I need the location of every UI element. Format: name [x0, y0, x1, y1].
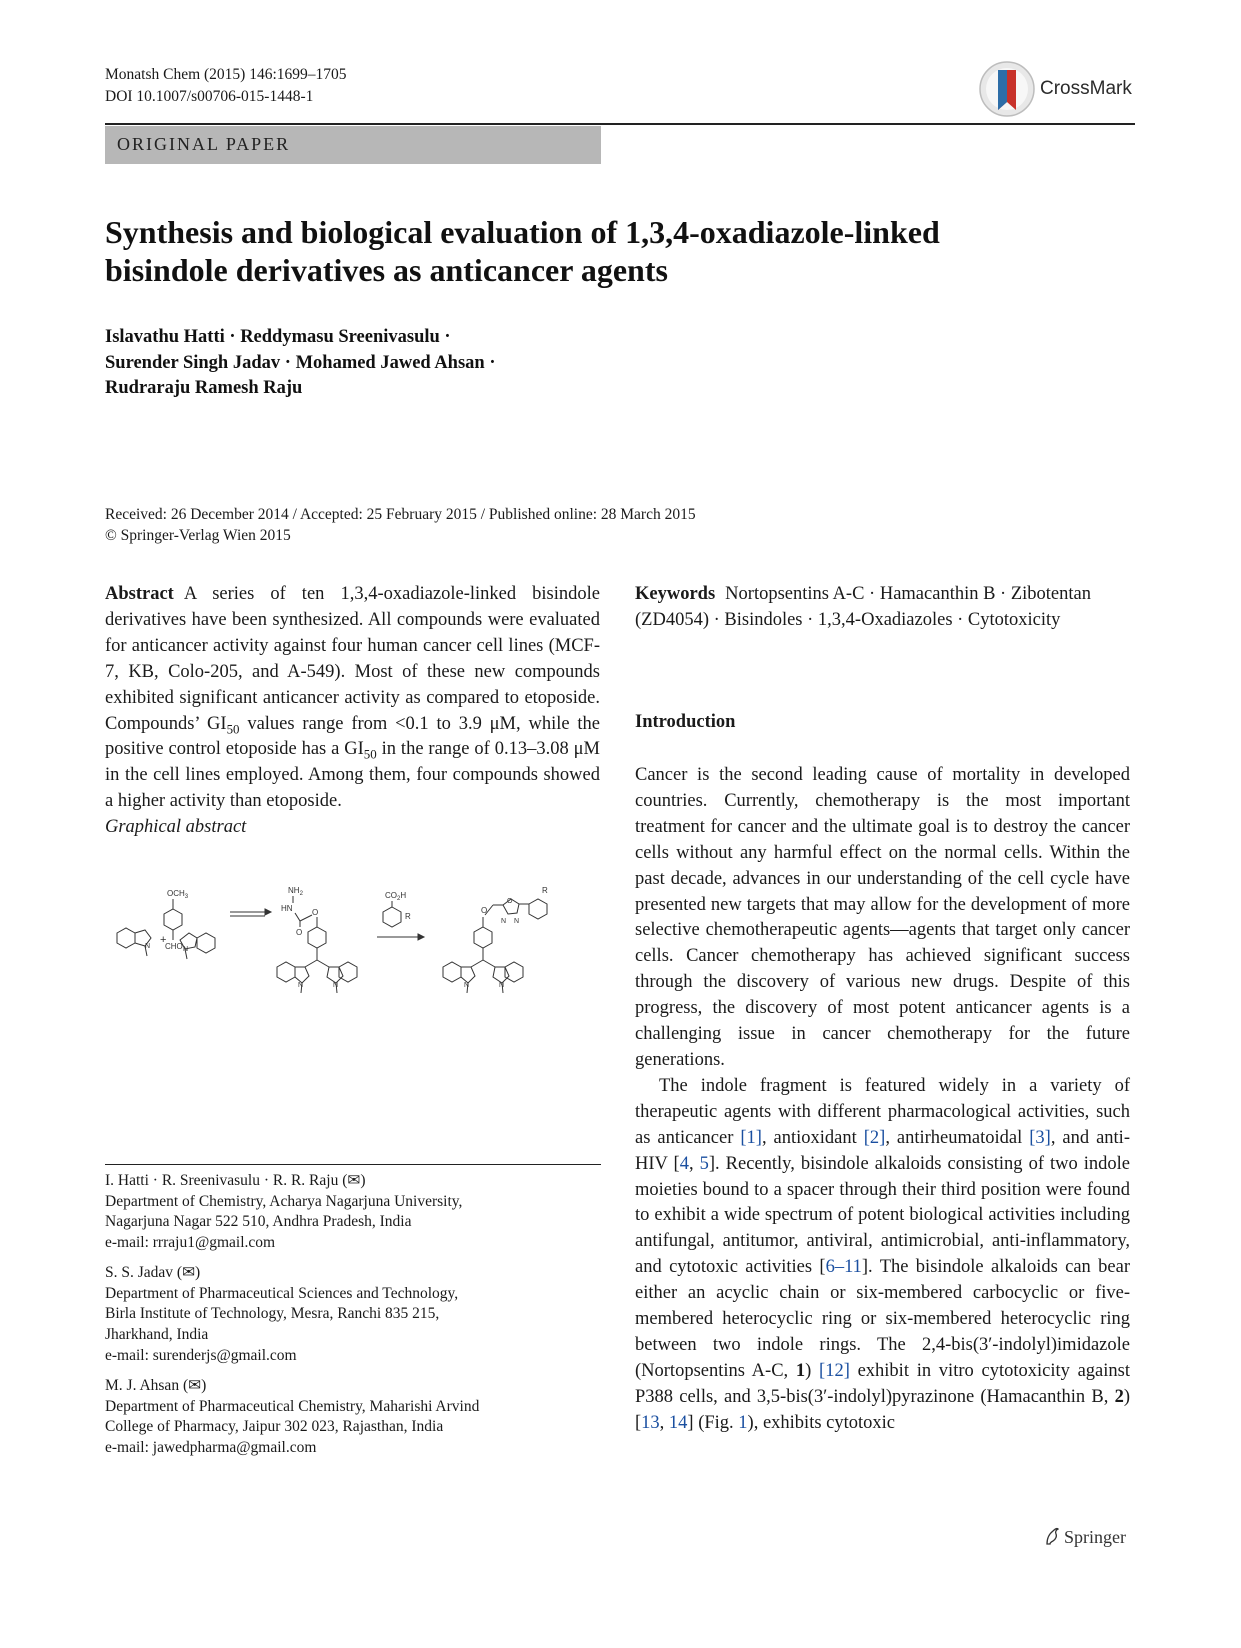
- label-o: O: [312, 908, 319, 917]
- paragraph: The indole fragment is featured widely in a variety of therapeutic agents with different pharmacological activities, such as anticancer [1], antioxidant [2], antirheumatoidal [3], and anti-HIV [4, 5]. Recently, bisindole alkaloids consisting of two indole moieties bound to a spacer through their third position were found to exhibit a wide spectrum of potent biological activities including antifungal, antitumor, antiviral, antimicrobial, anti-inflammatory, and cytotoxic activities [6–11]. The bisindole alkaloids can bear either an acyclic chain or six-membered carbocyclic or five-membered heterocyclic ring or six-membered heterocyclic ring between two indole rings. The 2,4-bis(3′-indolyl)imidazole (Nortopsentins A-C, 1) [12] exhibit in vitro cytotoxicity against P388 cells, and 3,5-bis(3′-indolyl)pyrazinone (Hamacanthin B, 2) [13, 14] (Fig. 1), exhibits cytotoxic: [635, 1075, 1130, 1433]
- label-o: O: [296, 928, 303, 937]
- header-rule: [105, 123, 1135, 125]
- label-cho: CHO: [165, 942, 183, 951]
- compound-number: 1: [795, 1360, 806, 1381]
- figure-link[interactable]: 1: [738, 1412, 748, 1433]
- affiliation-authors: S. S. Jadav (✉): [105, 1264, 201, 1281]
- affiliation-department: Department of Pharmaceutical Sciences and Technology,: [105, 1284, 459, 1302]
- label-o: O: [481, 906, 488, 915]
- label-n: N: [499, 982, 505, 989]
- article-title-line-2: bisindole derivatives as anticancer agents: [105, 252, 668, 288]
- hydrazide-intermediate-structure: [277, 886, 357, 993]
- article-type-banner: [105, 126, 601, 164]
- keywords: [635, 582, 1130, 634]
- oxadiazole-product-structure: [443, 886, 548, 993]
- graphical-abstract-label: Graphical abstract: [105, 817, 247, 838]
- abstract-text: in the range of 0.13–3.08 μM in the cell lines employed. Among them, four compounds showed a higher activity than etoposide.: [105, 739, 600, 812]
- citation-link[interactable]: [1]: [740, 1127, 762, 1148]
- label-n: N: [183, 946, 189, 953]
- affiliation-address: College of Pharmacy, Jaipur 302 023, Rajasthan, India: [105, 1418, 444, 1436]
- author-name[interactable]: Surender Singh Jadav: [105, 352, 281, 373]
- affiliation-block: [105, 1376, 625, 1459]
- publication-dates: [105, 504, 1135, 546]
- abstract-text: values range from <0.1 to 3.9 μM, while the positive control etoposide has a GI: [105, 713, 600, 760]
- history-dates: Received: 26 December 2014 / Accepted: 25 February 2015 / Published online: 28 March 2015: [105, 506, 696, 523]
- copyright: © Springer-Verlag Wien 2015: [105, 527, 291, 544]
- citation-link[interactable]: [2]: [863, 1127, 886, 1148]
- label-co2h: $CO_2H$: [385, 891, 407, 902]
- keywords-text: Nortopsentins A-C · Hamacanthin B · Zibotentan (ZD4054) · Bisindoles · 1,3,4-Oxadiazoles · Cytotoxicity: [635, 584, 1091, 630]
- section-heading-introduction: Introduction: [635, 712, 736, 732]
- citation-link[interactable]: [12]: [819, 1360, 850, 1381]
- affiliation-authors: M. J. Ahsan (✉): [105, 1377, 207, 1394]
- affiliation-block: [105, 1263, 625, 1367]
- abstract-label: Abstract: [105, 584, 174, 604]
- label-r: R: [542, 886, 548, 895]
- label-hn: HN: [281, 904, 293, 913]
- affiliation-email[interactable]: e-mail: jawedpharma@gmail.com: [105, 1439, 317, 1457]
- author-list: Islavathu Hatti · Reddymasu Sreenivasulu · Surender Singh Jadav · Mohamed Jawed Ahsan · Rudraraju Ramesh Raju: [105, 327, 496, 398]
- author-name[interactable]: Mohamed Jawed Ahsan: [295, 352, 485, 373]
- label-n: N: [298, 982, 304, 989]
- footnote-rule: [105, 1164, 601, 1165]
- article-title: [105, 213, 1105, 289]
- label-n: N: [333, 982, 339, 989]
- label-n: N: [501, 918, 507, 925]
- label-och3: $OCH_3$: [167, 889, 189, 900]
- article-title-line-1: Synthesis and biological evaluation of 1,3,4-oxadiazole-linked: [105, 214, 940, 250]
- crossmark-icon: [978, 60, 1036, 118]
- keywords-label: Keywords: [635, 584, 716, 604]
- affiliation-email[interactable]: e-mail: rrraju1@gmail.com: [105, 1234, 276, 1252]
- indole-structure: [180, 933, 215, 959]
- crossmark-label: CrossMark: [1040, 78, 1132, 99]
- author-name[interactable]: Islavathu Hatti: [105, 327, 225, 347]
- subscript: 50: [363, 747, 377, 763]
- introduction-body: [635, 763, 1130, 1437]
- subscript: 50: [226, 721, 240, 737]
- paragraph: Cancer is the second leading cause of mortality in developed countries. Currently, chemotherapy is the most important treatment for cancer and the ultimate goal is to destroy the cancer cells without any harmful effect on the normal cells. Within the past decade, advances in our understanding of the cell cycle have presented new targets that may allow for the development of more selective chemotherapeutic agents—agents that target only cancer cells. Cancer chemotherapy has achieved significant success through the discovery of various new drugs. Despite of this progress, the discovery of most potent anticancer agents is a challenging issue in cancer chemotherapy for the future generations.: [635, 765, 1130, 1070]
- label-plus: +: [160, 934, 167, 946]
- author-name[interactable]: Reddymasu Sreenivasulu: [240, 327, 440, 347]
- citation-link[interactable]: 5: [699, 1153, 709, 1174]
- affiliation-department: Department of Chemistry, Acharya Nagarjuna University,: [105, 1192, 463, 1210]
- springer-horse-icon: [1044, 1526, 1060, 1546]
- citation-link[interactable]: [3]: [1029, 1127, 1051, 1148]
- graphical-abstract-figure: [105, 885, 600, 1025]
- label-n: N: [464, 982, 470, 989]
- abstract: [105, 582, 600, 841]
- publisher-name: Springer: [1064, 1527, 1126, 1547]
- author-name[interactable]: Rudraraju Ramesh Raju: [105, 378, 303, 398]
- article-type: ORIGINAL PAPER: [117, 134, 291, 154]
- label-n: N: [514, 918, 520, 925]
- carboxylic-acid-reagent: [383, 891, 411, 927]
- abstract-text: A series of ten 1,3,4-oxadiazole-linked bisindole derivatives have been synthesized. All compounds were evaluated for anticancer activity against four human cancer cell lines (MCF-7, KB, Colo-205, and A-549). Most of these new compounds exhibited significant anticancer activity as compared to etoposide. Compounds’ GI: [105, 584, 600, 734]
- citation-link[interactable]: 6–11: [825, 1257, 862, 1278]
- affiliation-address: Birla Institute of Technology, Mesra, Ranchi 835 215,: [105, 1305, 440, 1323]
- citation-link[interactable]: 13: [641, 1412, 660, 1433]
- affiliation-email[interactable]: e-mail: surenderjs@gmail.com: [105, 1346, 297, 1364]
- label-r: R: [405, 912, 411, 921]
- indole-structure: [117, 928, 151, 956]
- affiliation-block: [105, 1171, 625, 1254]
- crossmark-badge[interactable]: [978, 60, 1132, 118]
- citation-link[interactable]: 4: [679, 1153, 689, 1174]
- doi[interactable]: DOI 10.1007/s00706-015-1448-1: [105, 88, 314, 105]
- label-o: O: [507, 898, 513, 905]
- reaction-arrow: [377, 934, 424, 940]
- reaction-arrow: [230, 909, 271, 916]
- affiliation-authors: I. Hatti · R. Sreenivasulu · R. R. Raju (✉): [105, 1172, 366, 1189]
- affiliation-department: Department of Pharmaceutical Chemistry, Maharishi Arvind: [105, 1397, 480, 1415]
- affiliation-address: Jharkhand, India: [105, 1326, 209, 1344]
- citation-link[interactable]: 14: [668, 1412, 688, 1433]
- journal-citation: Monatsh Chem (2015) 146:1699–1705: [105, 66, 347, 83]
- label-nh2: $NH_2$: [288, 886, 303, 897]
- affiliation-address: Nagarjuna Nagar 522 510, Andhra Pradesh, India: [105, 1213, 412, 1231]
- label-n: N: [145, 943, 151, 950]
- anisaldehyde-structure: [164, 889, 189, 951]
- publisher-logo: [1044, 1526, 1126, 1548]
- compound-number: 2: [1114, 1386, 1124, 1407]
